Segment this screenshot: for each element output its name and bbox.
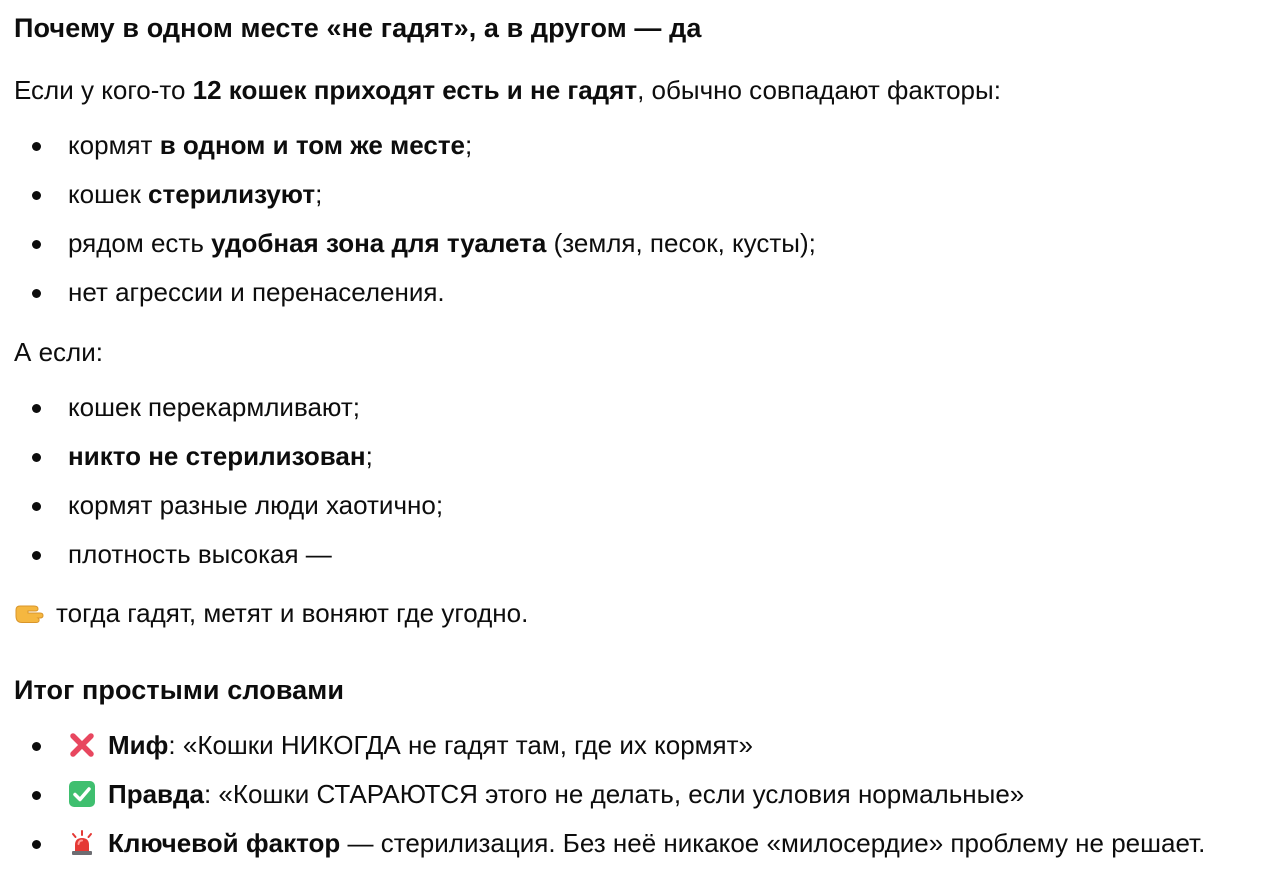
- list-item: кормят в одном и том же месте;: [14, 129, 816, 178]
- else-list: [14, 391, 443, 587]
- list-item: кошек стерилизуют;: [14, 178, 816, 227]
- list-item: нет агрессии и перенаселения.: [14, 276, 816, 325]
- list-item: рядом есть удобная зона для туалета (земля, песок, кусты);: [14, 227, 816, 276]
- section-heading-summary: Итог простыми словами: [14, 675, 345, 705]
- else-label: А если:: [14, 337, 103, 367]
- list-item: Миф: «Кошки НИКОГДА не гадят там, где их кормят»: [14, 729, 1205, 778]
- list-item: плотность высокая —: [14, 538, 443, 587]
- pointing-hand-icon: [14, 598, 46, 626]
- check-mark-icon: [68, 780, 96, 808]
- list-item: Правда: «Кошки СТАРАЮТСЯ этого не делать, если условия нормальные»: [14, 778, 1205, 827]
- list-item: кошек перекармливают;: [14, 391, 443, 440]
- list-item: Ключевой фактор — стерилизация. Без неё никакое «милосердие» проблему не решает.: [14, 827, 1205, 876]
- section-heading-why: Почему в одном месте «не гадят», а в другом — да: [14, 13, 702, 43]
- siren-icon: [68, 829, 96, 857]
- list-item: никто не стерилизован;: [14, 440, 443, 489]
- list-item: кормят разные люди хаотично;: [14, 489, 443, 538]
- intro-paragraph: Если у кого-то 12 кошек приходят есть и не гадят, обычно совпадают факторы:: [14, 75, 1001, 105]
- factors-list: [14, 129, 816, 325]
- result-line: тогда гадят, метят и воняют где угодно.: [14, 597, 528, 629]
- cross-mark-icon: [68, 731, 96, 759]
- summary-list: [14, 729, 1205, 876]
